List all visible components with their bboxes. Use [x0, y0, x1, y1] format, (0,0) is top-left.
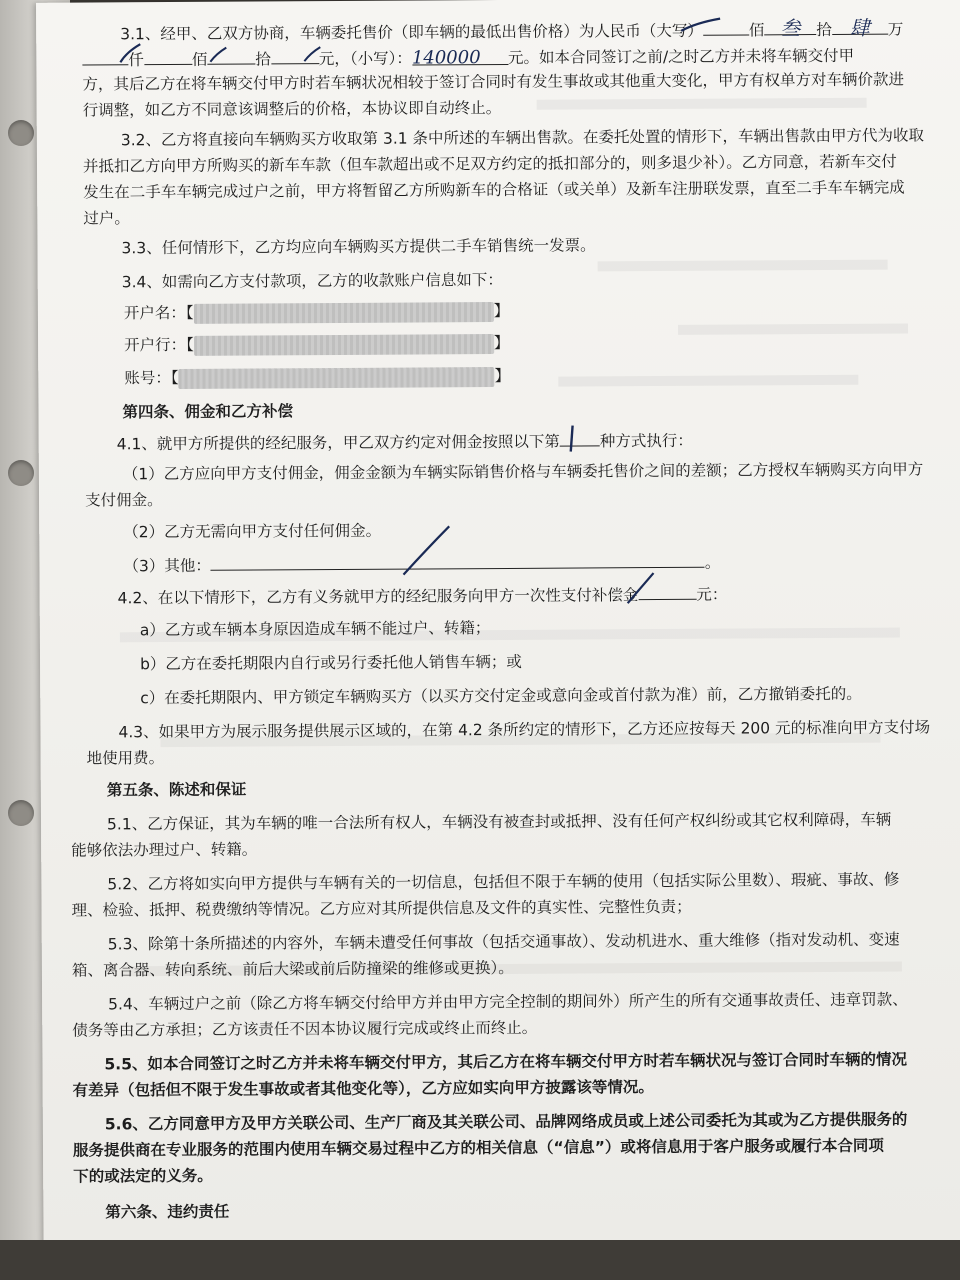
clause-5-5-line-1: 5.5、如本合同签订之时乙方并未将车辆交付甲方，其后乙方在将车辆交付甲方时若车辆状况与签订合同时车辆的情况 — [104, 1050, 908, 1074]
desk-surface — [0, 1240, 960, 1280]
option-3-label: （3）其他： — [123, 556, 211, 576]
slash-mark — [120, 44, 140, 62]
clause-5-3-line-1: 5.3、除第十条所描述的内容外，车辆未遭受任何事故（包括交通事故）、发动机进水、重大维修（指对发动机、变速 — [107, 930, 900, 954]
clause-3-1-line-4: 行调整，如乙方不同意该调整后的价格，本协议即自动终止。 — [82, 98, 502, 120]
clause-5-6-line-2: 服务提供商在专业服务的范围内使用车辆交易过程中乙方的相关信息（“信息”）或将信息用于客户服务或履行本合同项 — [72, 1136, 884, 1160]
binder-hole — [8, 120, 34, 146]
clause-3-2-line-4: 过户。 — [83, 209, 130, 228]
clause-3-1-text: 3.1、经甲、乙双方协商，车辆委托售价（即车辆的最低出售价格）为人民币（大写） — [120, 21, 703, 44]
account-number-label: 账号：【 — [124, 368, 179, 388]
handwritten-amount: 140000 — [411, 47, 481, 69]
bracket: 】 — [493, 333, 510, 353]
clause-3-2-line-3: 发生在二手车车辆完成过户之前，甲方将暂留乙方所购新车的合格证（或关单）及新车注册联发票，直至二手车车辆完成 — [83, 178, 905, 202]
contract-page — [36, 0, 960, 1247]
punctuation: 。 — [704, 553, 721, 572]
bank-label: 开户行：【 — [124, 335, 194, 355]
clause-4-2-item-a: a）乙方或车辆本身原因造成车辆不能过户、转籍； — [139, 619, 491, 640]
slash-mark — [304, 47, 320, 61]
bracket: 】 — [494, 366, 511, 386]
option-1-line-1: （1）乙方应向甲方支付佣金，佣金金额为车辆实际销售价格与车辆委托售价之间的差额；乙方授权车辆购买方向甲方 — [122, 460, 924, 484]
binder-hole — [8, 800, 34, 826]
clause-3-3: 3.3、任何情形下，乙方均应向车辆购买方提供二手车销售统一发票。 — [121, 236, 596, 258]
clause-4-2-item-c: c）在委托期限内、甲方锁定车辆购买方（以买方交付定金或意向金或首付款为准）前，乙方撤销委托的。 — [140, 684, 862, 708]
unit-label: 佰 — [191, 50, 208, 69]
account-name-label: 开户名：【 — [123, 303, 194, 323]
clause-3-2-line-1: 3.2、乙方将直接向车辆购买方收取第 3.1 条中所述的车辆出售款。在委托处置的情形下，车辆出售款由甲方代为收取 — [120, 126, 925, 150]
clause-4-2-text: 元： — [696, 585, 728, 604]
handwritten-strokes — [36, 0, 960, 1247]
slash-mark — [403, 526, 449, 574]
clause-5-6-line-3: 下的或法定的义务。 — [73, 1166, 213, 1186]
unit-label: 万 — [887, 20, 904, 39]
clause-5-1-line-1: 5.1、乙方保证，其为车辆的唯一合法所有权人，车辆没有被查封或抵押、没有任何产权纠纷或其它权利障碍，车辆 — [106, 810, 892, 834]
unit-label: 拾 — [255, 50, 271, 69]
handwritten-choice-mark — [571, 426, 573, 452]
clause-4-3-line-2: 地使用费。 — [86, 749, 165, 768]
unit-label: 佰 — [748, 21, 765, 40]
slash-mark — [628, 573, 654, 603]
slash-mark — [210, 48, 226, 62]
clause-5-4-line-2: 债务等由乙方承担；乙方该责任不因本协议履行完成或终止而终止。 — [72, 1018, 538, 1040]
clause-5-6-line-1: 5.6、乙方同意甲方及甲方关联公司、生产厂商及其关联公司、品牌网络成员或上述公司委托为其或为乙方提供服务的 — [104, 1110, 908, 1134]
clause-4-2-item-b: b）乙方在委托期限内自行或另行委托他人销售车辆；或 — [139, 652, 522, 674]
clause-5-4-line-1: 5.4、车辆过户之前（除乙方将车辆交付给甲方并由甲方完全控制的期间外）所产生的所有交通事故责任、违章罚款、 — [108, 990, 908, 1014]
option-2: （2）乙方无需向甲方支付任何佣金。 — [123, 521, 382, 542]
clause-4-3-line-1: 4.3、如果甲方为展示服务提供展示区域的，在第 4.2 条所约定的情形下，乙方还应按每天 200 元的标准向甲方支付场 — [118, 718, 931, 742]
clause-4-1-text: 4.1、就甲方所提供的经纪服务，甲乙双方约定对佣金按照以下第 — [116, 432, 560, 454]
handwritten-digit: 叁 — [780, 16, 801, 41]
unit-label: 元，（小写）： — [318, 49, 412, 69]
clause-3-1-line-3: 方，其后乙方在将车辆交付甲方时若车辆状况相较于签订合同时有发生事故或其他重大变化，甲方有权单方对车辆价款进 — [82, 70, 905, 94]
clause-5-1-line-2: 能够依法办理过户、转籍。 — [71, 840, 258, 860]
clause-5-2-line-2: 理、检验、抵押、税费缴纳等情况。乙方应对其所提供信息及文件的真实性、完整性负责； — [71, 897, 692, 920]
unit-label: 仟 — [128, 51, 144, 70]
clause-5-5-line-2: 有差异（包括但不限于发生事故或者其他变化等），乙方应如实向甲方披露该等情况。 — [72, 1078, 654, 1100]
clause-5-3-line-2: 箱、离合器、转向系统、前后大梁或前后防撞梁的维修或更换）。 — [71, 958, 514, 980]
article-5-title: 第五条、陈述和保证 — [106, 780, 247, 800]
clause-4-2-text: 4.2、在以下情形下，乙方有义务就甲方的经纪服务向甲方一次性支付补偿金 — [117, 586, 639, 608]
unit-label: 拾 — [816, 20, 832, 40]
option-1-line-2: 支付佣金。 — [84, 491, 163, 510]
handwritten-digit: 肆 — [849, 15, 870, 40]
article-4-title: 第四条、佣金和乙方补偿 — [122, 402, 294, 422]
article-6-title: 第六条、违约责任 — [105, 1202, 230, 1222]
binder-hole — [8, 460, 34, 486]
clause-3-4-intro: 3.4、如需向乙方支付款项，乙方的收款账户信息如下： — [121, 270, 503, 292]
clause-5-2-line-1: 5.2、乙方将如实向甲方提供与车辆有关的一切信息，包括但不限于车辆的使用（包括实际公里数）、瑕疵、事故、修 — [107, 870, 900, 894]
clause-3-1-text: 元。如本合同签订之前/之时乙方并未将车辆交付甲 — [507, 46, 855, 67]
slash-mark — [681, 19, 720, 31]
bracket: 】 — [493, 301, 510, 321]
clause-4-1-text: 种方式执行： — [599, 431, 693, 451]
clause-3-2-line-2: 并抵扣乙方向甲方所购买的新车车款（但车款超出或不足双方约定的抵扣部分的，则多退少补）。乙方同意，若新车交付 — [82, 152, 897, 176]
